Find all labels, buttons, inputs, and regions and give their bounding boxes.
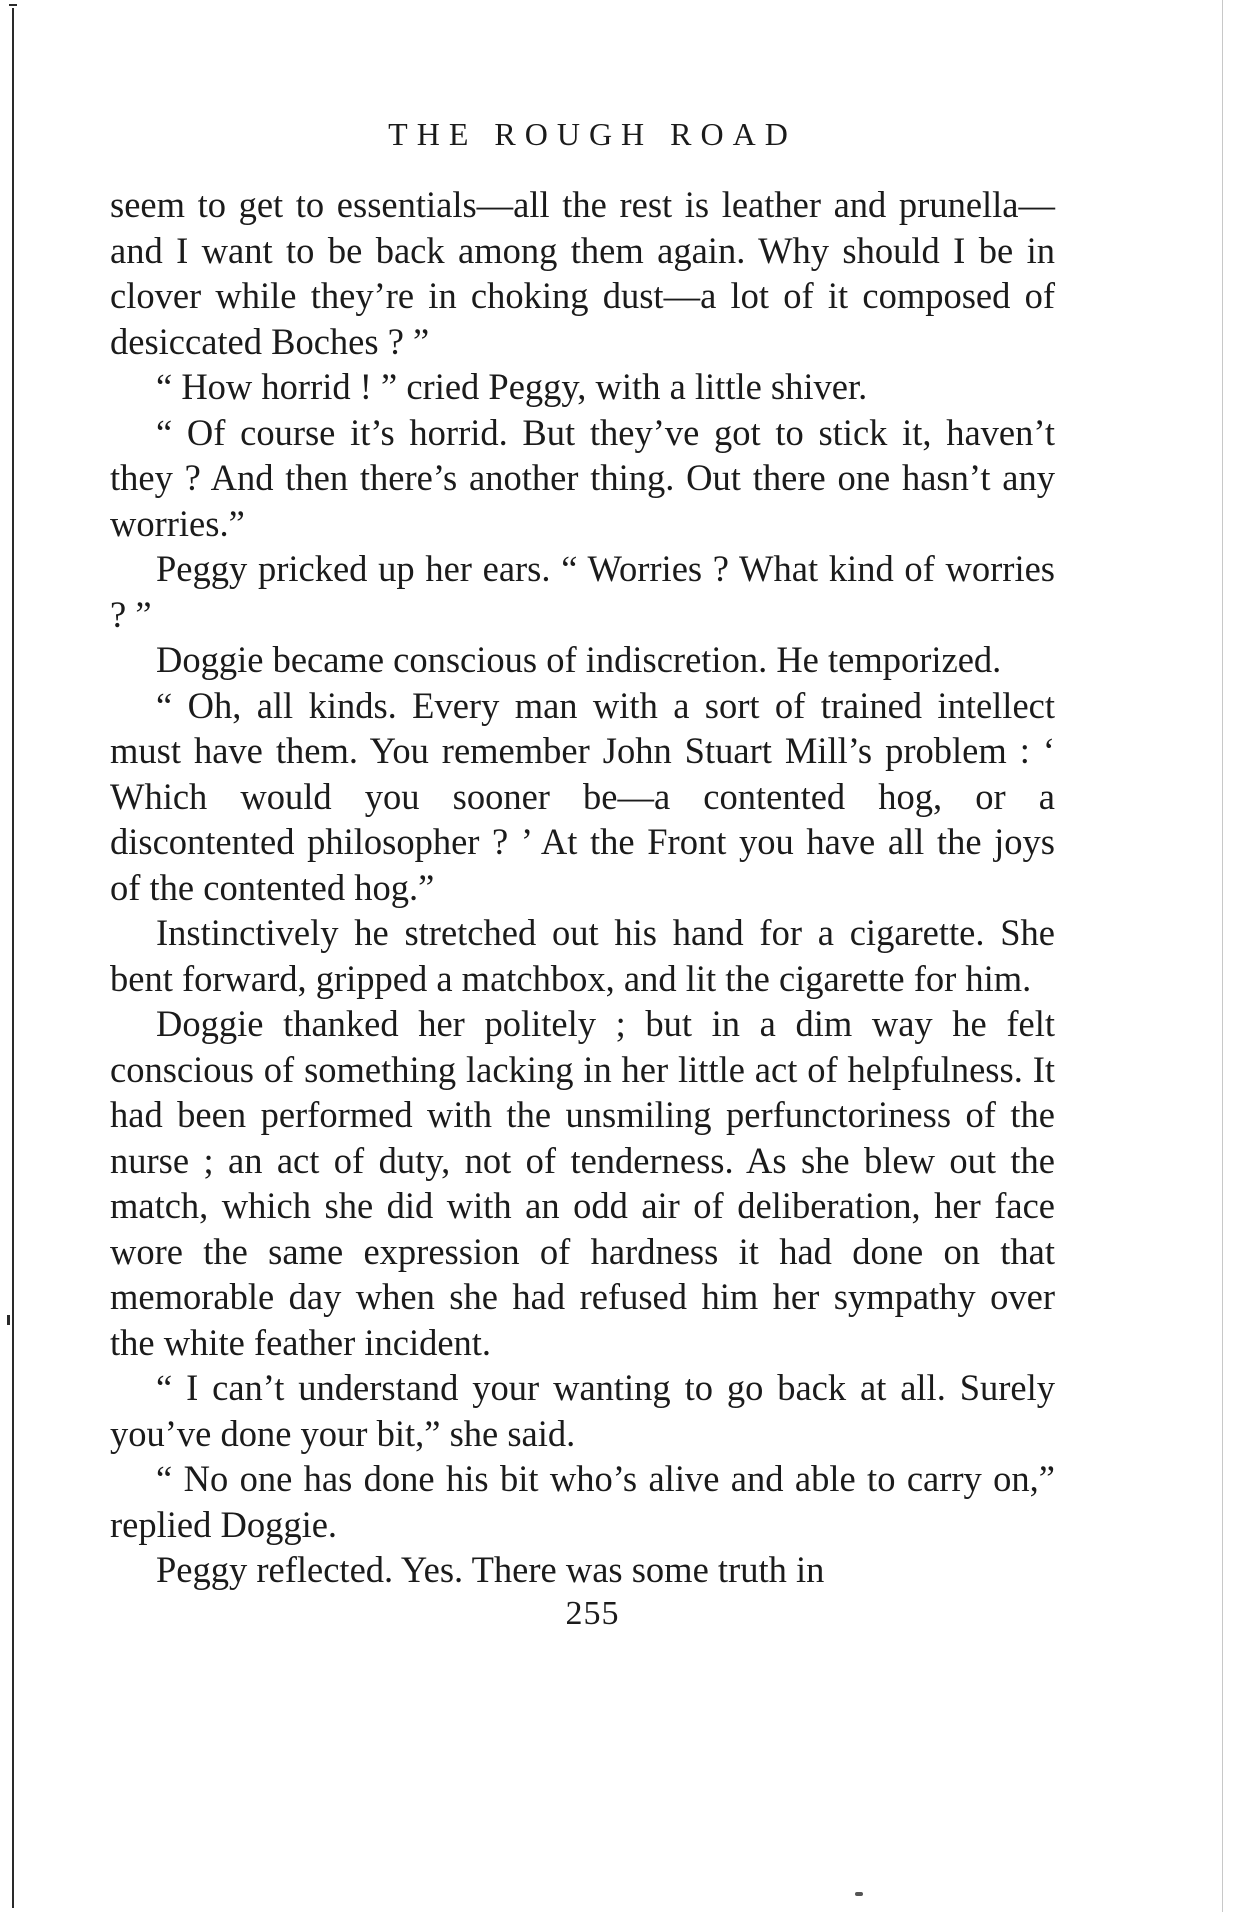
scan-speck (855, 1892, 863, 1896)
scan-edge-right (1222, 0, 1223, 1912)
paragraph: Peggy pricked up her ears. “ Worries ? What kind of worries ? ” (110, 548, 1055, 635)
paragraph: “ Of course it’s horrid. But they’ve got to stick it, haven’t they ? And then there’s another thing. Out there one hasn’t any worries.” (110, 411, 1055, 544)
paragraph: Doggie became conscious of indiscretion. He temporized. (156, 639, 1002, 680)
paragraph: Peggy reflected. Yes. There was some truth in (156, 1549, 825, 1590)
book-page (110, 110, 1055, 1633)
paragraph: Instinctively he stretched out his hand for a cigarette. She bent forward, gripped a matchbox, and lit the cigarette for him. (110, 912, 1055, 999)
scan-edge-left (12, 8, 14, 1908)
paragraph: “ Oh, all kinds. Every man with a sort of trained intellect must have them. You remember John Stuart Mill’s problem : ‘ Which would you sooner be—a contented hog, or a discontented philosopher ? ’ At the Front you have all the joys of the contented hog.” (110, 684, 1055, 908)
scan-edge-mark (9, 4, 17, 14)
scan-edge-tick (7, 1315, 10, 1325)
paragraph: “ How horrid ! ” cried Peggy, with a little shiver. (156, 366, 868, 407)
running-head: THE ROUGH ROAD (388, 116, 797, 152)
paragraph: Doggie thanked her politely ; but in a dim way he felt conscious of something lacking in her little act of helpfulness. It had been performed with the unsmiling perfunctoriness of the nurse ; an act of duty, not of tenderness. As she blew out the match, which she did with an odd air of deliberation, her face wore the same expression of hardness it had done on that memorable day when she had refused him her sympathy over the white feather incident. (110, 1003, 1055, 1363)
paragraph: “ I can’t understand your wanting to go back at all. Surely you’ve done your bit,” she said. (110, 1367, 1055, 1454)
paragraph: seem to get to essentials—all the rest is leather and prunella—and I want to be back among them again. Why should I be in clover while they’re in choking dust—a lot of it composed of desiccated Boches ? ” (110, 184, 1055, 362)
page-body (110, 182, 1055, 1593)
page-number: 255 (565, 1594, 620, 1632)
paragraph: “ No one has done his bit who’s alive and able to carry on,” replied Doggie. (110, 1458, 1055, 1545)
